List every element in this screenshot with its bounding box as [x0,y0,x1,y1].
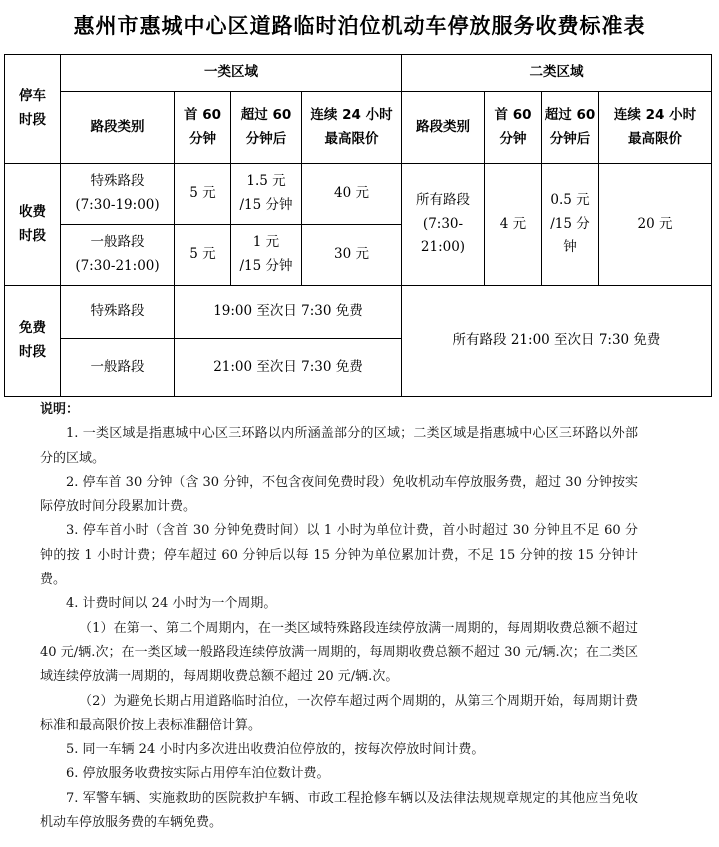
z1-road-type-header: 路段类别 [61,92,175,164]
page-title: 惠州市惠城中心区道路临时泊位机动车停放服务收费标准表 [73,14,646,38]
z1-general-over60: 1 元 /15 分钟 [231,225,302,286]
z2-all-first60: 4 元 [485,164,542,286]
notes-label: 说明： [40,402,80,417]
note-7: 7. 军警车辆、实施救助的医院救护车辆、市政工程抢修车辆以及法律法规规章规定的其他应当免收机动车停放服务费的车辆免费。 [40,790,638,831]
note-4: 4. 计费时间以 24 小时为一个周期。 [66,596,277,612]
z1-general-road: 一般路段 (7:30-21:00) [61,225,175,286]
z2-all-cap24: 20 元 [599,164,712,286]
free-z1-special-time: 19:00 至次日 7:30 免费 [175,286,402,339]
note-6: 6. 停放服务收费按实际占用停车泊位数计费。 [66,766,330,782]
period-header: 停车 时段 [5,55,61,164]
free-z2-all: 所有路段 21:00 至次日 7:30 免费 [402,286,712,397]
charge-period-label: 收费 时段 [5,164,61,286]
z1-special-road: 特殊路段 (7:30-19:00) [61,164,175,225]
free-z1-general-time: 21:00 至次日 7:30 免费 [175,339,402,397]
zone1-header: 一类区域 [61,55,402,92]
z1-special-first60: 5 元 [175,164,231,225]
notes-section [40,398,638,835]
note-4-2: （2）为避免长期占用道路临时泊位，一次停车超过两个周期的，从第三个周期开始，每周期计费标准和最高限价按上表标准翻倍计算。 [40,693,638,733]
z1-cap24-header: 连续 24 小时 最高限价 [302,92,402,164]
free-z1-special-road: 特殊路段 [61,286,175,339]
z1-special-over60: 1.5 元 /15 分钟 [231,164,302,225]
z1-special-cap24: 40 元 [302,164,402,225]
note-1: 1. 一类区域是指惠城中心区三环路以内所涵盖部分的区域；二类区域是指惠城中心区三环路以外部分的区域。 [40,426,638,466]
z1-over60-header: 超过 60 分钟后 [231,92,302,164]
note-2: 2. 停车首 30 分钟（含 30 分钟，不包含夜间免费时段）免收机动车停放服务费，超过 30 分钟按实际停放时间分段累加计费。 [40,474,638,515]
z2-over60-header: 超过 60 分钟后 [542,92,599,164]
z1-first60-header: 首 60 分钟 [175,92,231,164]
z2-cap24-header: 连续 24 小时 最高限价 [599,92,712,164]
note-5: 5. 同一车辆 24 小时内多次进出收费泊位停放的，按每次停放时间计费。 [66,742,485,758]
z2-all-over60: 0.5 元 /15 分钟 [542,164,599,286]
free-period-label: 免费 时段 [5,286,61,397]
free-z1-general-road: 一般路段 [61,339,175,397]
z2-all-road: 所有路段 (7:30- 21:00) [402,164,485,286]
note-3: 3. 停车首小时（含首 30 分钟免费时间）以 1 小时为单位计费，首小时超过 30 分钟且不足 60 分钟的按 1 小时计费；停车超过 60 分钟后以每 15 分钟为单位累加计费，不足 15 分钟的按 15 分钟计费。 [40,523,638,588]
z1-general-first60: 5 元 [175,225,231,286]
note-4-1: （1）在第一、第二个周期内，在一类区域特殊路段连续停放满一周期的，每周期收费总额不超过 40 元/辆.次；在一类区域一般路段连续停放满一周期的，每周期收费总额不超过 30 元/辆.次；在二类区域连续停放满一周期的，每周期收费总额不超过 20 元/辆.次。 [40,620,638,685]
fee-standard-table [4,54,712,397]
z1-general-cap24: 30 元 [302,225,402,286]
z2-road-type-header: 路段类别 [402,92,485,164]
z2-first60-header: 首 60 分钟 [485,92,542,164]
zone2-header: 二类区域 [402,55,712,92]
